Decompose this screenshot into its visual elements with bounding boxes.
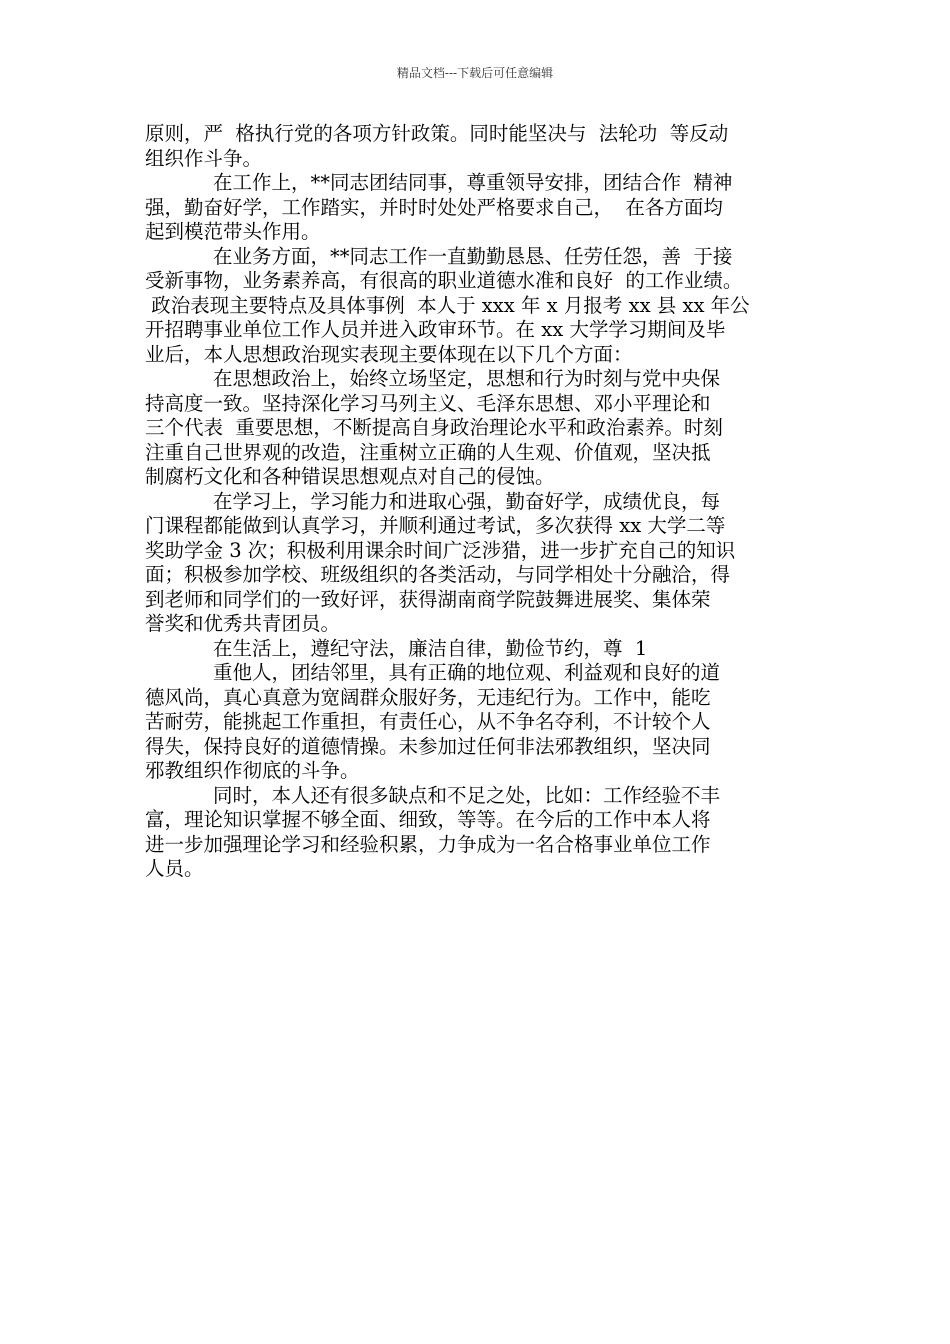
text-line: 原则，严 格执行党的各项方针政策。同时能坚决与 法轮功 等反动 xyxy=(145,122,729,145)
text-line: 在学习上，学习能力和进取心强，勤奋好学，成绩优良，每 xyxy=(213,489,721,513)
text-line: 进一步加强理论学习和经验积累，力争成为一名合格事业单位工作 xyxy=(145,832,711,856)
text-line: 人员。 xyxy=(145,857,204,880)
text-line: 誉奖和优秀共青团员。 xyxy=(145,612,341,635)
text-line: 持高度一致。坚持深化学习马列主义、毛泽东思想、邓小平理论和 xyxy=(145,391,711,415)
text-line: 受新事物，业务素养高，有很高的职业道德水准和良好 的工作业绩。 xyxy=(145,269,743,292)
text-line: 起到模范带头作用。 xyxy=(145,220,321,243)
text-line: 开招聘事业单位工作人员并进入政审环节。在 xx 大学学习期间及毕 xyxy=(145,318,726,341)
page-header: 精品文档---下载后可任意编辑 xyxy=(396,66,554,80)
text-line: 奖助学金 3 次；积极利用课余时间广泛涉猎，进一步扩充自己的知识 xyxy=(145,538,736,562)
text-line: 德风尚，真心真意为宽阔群众服好务，无违纪行为。工作中，能吃 xyxy=(145,685,711,709)
text-line: 注重自己世界观的改造，注重树立正确的人生观、价值观，坚决抵 xyxy=(145,440,711,464)
text-line: 面；积极参加学校、班级组织的各类活动，与同学相处十分融洽，得 xyxy=(145,563,731,586)
text-line: 在工作上，**同志团结同事，尊重领导安排，团结合作 精神 xyxy=(213,171,733,194)
text-line: 组织作斗争。 xyxy=(145,146,263,170)
text-line: 重他人，团结邻里，具有正确的地位观、利益观和良好的道 xyxy=(213,661,721,684)
text-line: 在思想政治上，始终立场坚定，思想和行为时刻与党中央保 xyxy=(213,367,721,390)
text-line: 制腐朽文化和各种错误思想观点对自己的侵蚀。 xyxy=(145,465,555,488)
text-line: 苦耐劳，能挑起工作重担，有责任心，从不争名夺利，不计较个人 xyxy=(145,710,711,733)
text-line: 富，理论知识掌握不够全面、细致，等等。在今后的工作中本人将 xyxy=(145,808,711,831)
document-body xyxy=(145,122,821,882)
text-line: 邪教组织作彻底的斗争。 xyxy=(145,759,360,782)
text-line: 在业务方面，**同志工作一直勤勤恳恳、任劳任怨，善 于接 xyxy=(213,244,733,268)
text-line: 政治表现主要特点及具体事例 本人于 xxx 年 x 月报考 xx 县 xx 年公 xyxy=(145,293,750,317)
text-line: 门课程都能做到认真学习，并顺利通过考试，多次获得 xx 大学二等 xyxy=(145,514,726,537)
text-line: 强，勤奋好学，工作踏实，并时时处处严格要求自己， 在各方面均 xyxy=(145,195,723,219)
text-line: 同时，本人还有很多缺点和不足之处，比如：工作经验不丰 xyxy=(213,783,721,807)
text-line: 业后，本人思想政治现实表现主要体现在以下几个方面： xyxy=(145,342,633,366)
text-line: 在生活上，遵纪守法，廉洁自律，勤俭节约，尊 1 xyxy=(213,636,648,660)
text-line: 得失，保持良好的道德情操。未参加过任何非法邪教组织，坚决同 xyxy=(145,734,711,758)
text-line: 三个代表 重要思想，不断提高自身政治理论水平和政治素养。时刻 xyxy=(145,416,723,439)
text-line: 到老师和同学们的一致好评，获得湖南商学院鼓舞进展奖、集体荣 xyxy=(145,587,711,611)
